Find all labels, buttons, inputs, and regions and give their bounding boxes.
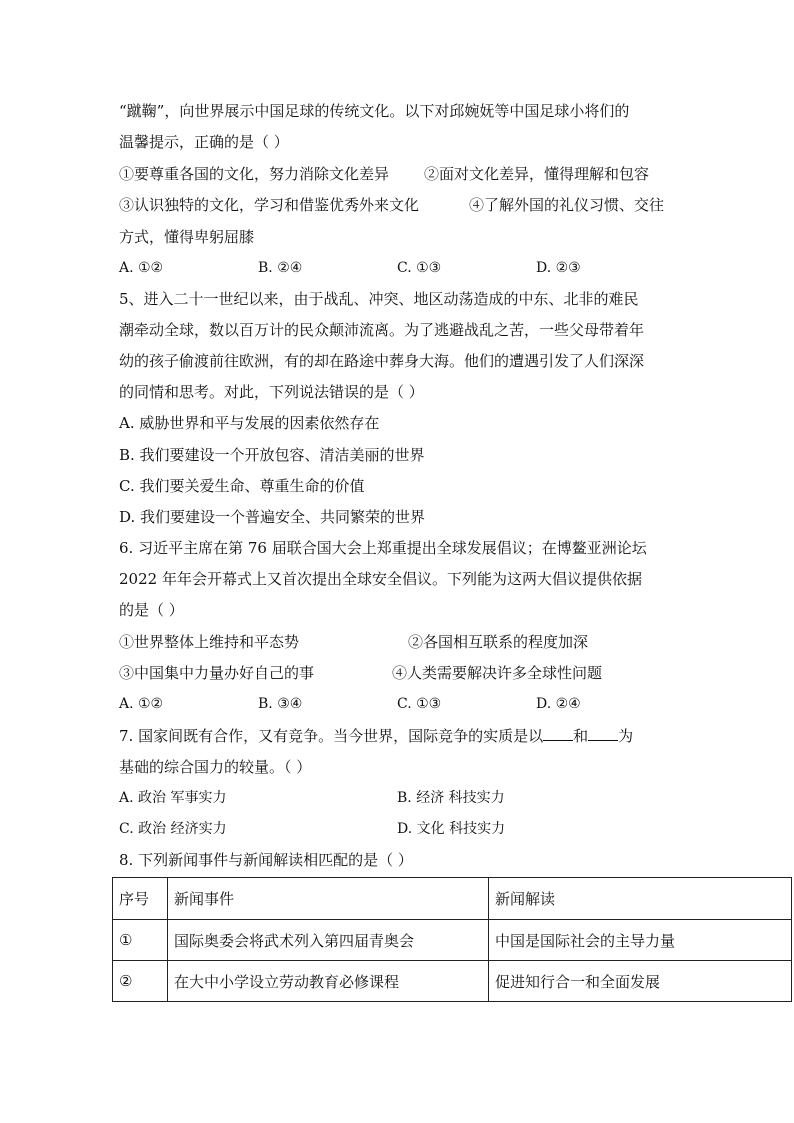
q6-statement-3: ③中国集中力量办好自己的事 [119, 664, 315, 682]
q5-option-c: C. 我们要关爱生命、尊重生命的价值 [119, 477, 365, 495]
table-row [113, 961, 792, 1002]
q5-stem-line-3: 幼的孩子偷渡前往欧洲，有的却在路途中葬身大海。他们的遭遇引发了人们深深 [119, 352, 645, 370]
q6-option-b: B. ③④ [258, 696, 303, 712]
q4-option-c: C. ①③ [397, 260, 442, 276]
q6-stem-line-3: 的是（ ） [119, 601, 184, 619]
row-event: 国际奥委会将武术列入第四届青奥会 [168, 920, 489, 961]
q5-stem-line-1: 5、进入二十一世纪以来，由于战乱、冲突、地区动荡造成的中东、北非的难民 [119, 290, 639, 308]
q4-statement-2: ②面对文化差异，懂得理解和包容 [424, 165, 650, 183]
q4-option-d: D. ②③ [536, 260, 581, 276]
q4-statement-3: ③认识独特的文化，学习和借鉴优秀外来文化 [119, 196, 420, 214]
row-event: 在大中小学设立劳动教育必修课程 [168, 961, 489, 1002]
table-header-row [113, 878, 792, 920]
header-index: 序号 [113, 878, 168, 920]
q6-option-c: C. ①③ [397, 696, 442, 712]
q7-blank-2 [588, 726, 618, 741]
q7-stem-line-1 [119, 726, 633, 746]
q6-statement-2: ②各国相互联系的程度加深 [408, 633, 589, 651]
table-row [113, 920, 792, 961]
q7-stem-part-2: 和 [573, 727, 589, 745]
q5-stem-line-4: 的同情和思考。对此，下列说法错误的是（ ） [119, 383, 424, 401]
q8-stem: 8. 下列新闻事件与新闻解读相匹配的是（ ） [119, 851, 413, 869]
header-event: 新闻事件 [168, 878, 489, 920]
q7-blank-1 [543, 726, 573, 741]
q6-statement-4: ④人类需要解决许多全球性问题 [392, 664, 603, 682]
q4-stem-line-1: “蹴鞠”，向世界展示中国足球的传统文化。以下对邱婉妩等中国足球小将们的 [119, 102, 630, 120]
q6-stem-line-1: 6. 习近平主席在第 76 届联合国大会上郑重提出全球发展倡议；在博鳌亚洲论坛 [119, 539, 647, 557]
q5-option-b: B. 我们要建设一个开放包容、清洁美丽的世界 [119, 446, 425, 464]
header-interpretation: 新闻解读 [489, 878, 792, 920]
q5-option-d: D. 我们要建设一个普遍安全、共同繁荣的世界 [119, 508, 426, 526]
q7-option-a: A. 政治 军事实力 [119, 790, 227, 806]
q7-stem-part-1: 7. 国家间既有合作，又有竞争。当今世界，国际竞争的实质是以 [119, 727, 544, 745]
q4-statement-4: ④了解外国的礼仪习惯、交往 [469, 196, 665, 214]
row-index: ② [113, 961, 168, 1002]
q4-statement-1: ①要尊重各国的文化，努力消除文化差异 [119, 165, 390, 183]
q7-option-d: D. 文化 科技实力 [397, 821, 506, 837]
q7-stem-line-2: 基础的综合国力的较量。（ ） [119, 758, 312, 776]
q6-option-d: D. ②④ [536, 696, 581, 712]
q7-option-c: C. 政治 经济实力 [119, 821, 227, 837]
q6-statement-1: ①世界整体上维持和平态势 [119, 633, 300, 651]
q5-option-a: A. 威胁世界和平与发展的因素依然存在 [119, 414, 380, 432]
q4-statement-4-cont: 方式，懂得卑躬屈膝 [119, 228, 255, 246]
q6-stem-line-2: 2022 年年会开幕式上又首次提出全球安全倡议。下列能为这两大倡议提供依据 [119, 570, 642, 588]
row-interpretation: 中国是国际社会的主导力量 [489, 920, 792, 961]
q5-stem-line-2: 潮牵动全球，数以百万计的民众颠沛流离。为了逃避战乱之苦，一些父母带着年 [119, 321, 645, 339]
news-table [112, 877, 792, 1002]
q7-stem-part-3: 为 [618, 727, 634, 745]
row-interpretation: 促进知行合一和全面发展 [489, 961, 792, 1002]
row-index: ① [113, 920, 168, 961]
q6-option-a: A. ①② [119, 696, 164, 712]
q4-option-b: B. ②④ [258, 260, 303, 276]
q7-option-b: B. 经济 科技实力 [397, 790, 505, 806]
q4-stem-line-2: 温馨提示，正确的是（ ） [119, 133, 289, 151]
q4-option-a: A. ①② [119, 260, 164, 276]
